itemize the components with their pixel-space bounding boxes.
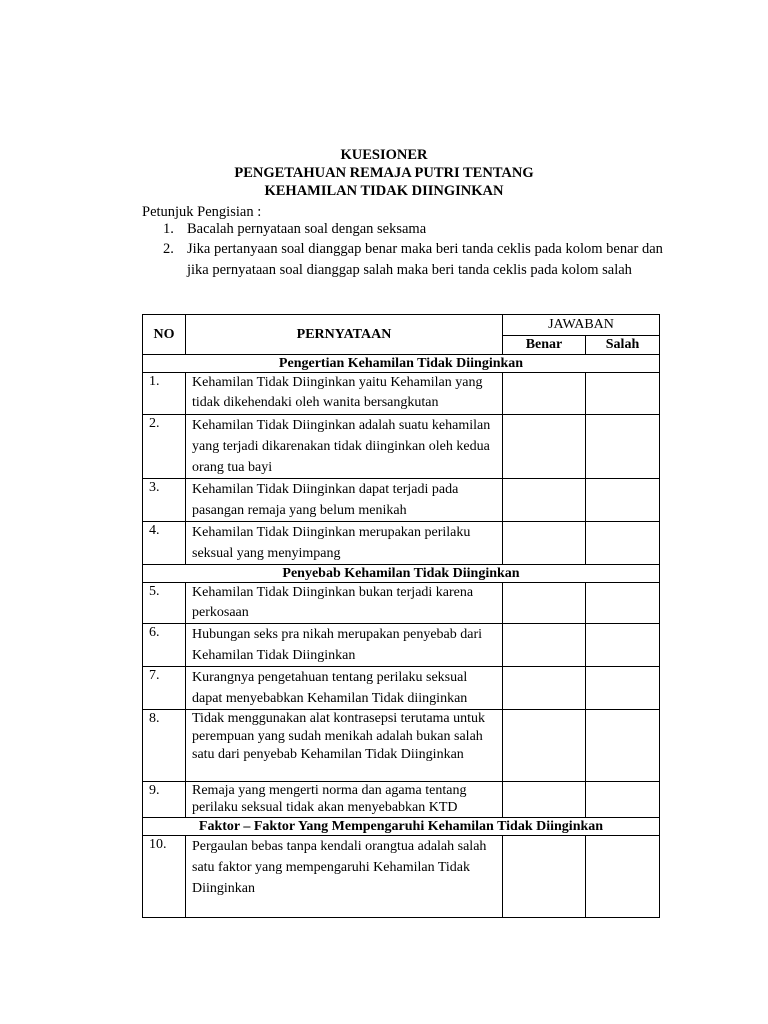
section-title: Faktor – Faktor Yang Mempengaruhi Kehamilan Tidak Diinginkan <box>143 818 660 836</box>
row-statement: Kehamilan Tidak Diinginkan dapat terjadi pada pasangan remaja yang belum menikah <box>186 479 503 522</box>
row-statement: Pergaulan bebas tanpa kendali orangtua adalah salah satu faktor yang mempengaruhi Kehamilan Tidak Diinginkan <box>186 836 503 918</box>
table-row <box>143 415 660 479</box>
answer-true-cell[interactable] <box>503 782 586 818</box>
answer-true-cell[interactable] <box>503 836 586 918</box>
row-number: 9. <box>143 782 186 818</box>
instruction-number: 2. <box>163 241 174 257</box>
row-statement: Remaja yang mengerti norma dan agama tentang perilaku seksual tidak akan menyebabkan KTD <box>186 782 503 818</box>
answer-false-cell[interactable] <box>586 667 660 710</box>
row-number: 6. <box>143 624 186 667</box>
table-row <box>143 710 660 782</box>
row-statement: Kehamilan Tidak Diinginkan merupakan perilaku seksual yang menyimpang <box>186 522 503 565</box>
row-number: 5. <box>143 583 186 624</box>
row-statement: Hubungan seks pra nikah merupakan penyebab dari Kehamilan Tidak Diinginkan <box>186 624 503 667</box>
row-number: 8. <box>143 710 186 782</box>
table-header-row <box>143 315 660 336</box>
row-statement: Tidak menggunakan alat kontrasepsi terutama untuk perempuan yang sudah menikah adalah bukan salah satu dari penyebab Kehamilan Tidak Diinginkan <box>186 710 503 782</box>
header-statement: PERNYATAAN <box>186 315 503 355</box>
row-statement: Kurangnya pengetahuan tentang perilaku seksual dapat menyebabkan Kehamilan Tidak diinginkan <box>186 667 503 710</box>
table-row <box>143 479 660 522</box>
row-statement: Kehamilan Tidak Diinginkan adalah suatu kehamilan yang terjadi dikarenakan tidak diinginkan oleh kedua orang tua bayi <box>186 415 503 479</box>
table-row <box>143 624 660 667</box>
questionnaire-table <box>142 314 660 918</box>
answer-true-cell[interactable] <box>503 373 586 415</box>
answer-true-cell[interactable] <box>503 415 586 479</box>
answer-false-cell[interactable] <box>586 479 660 522</box>
answer-true-cell[interactable] <box>503 522 586 565</box>
section-row <box>143 355 660 373</box>
header-true: Benar <box>503 336 586 355</box>
instruction-text: Jika pertanyaan soal dianggap benar maka beri tanda ceklis pada kolom benar dan jika pernyataan soal dianggap salah maka beri tanda ceklis pada kolom salah <box>187 241 663 278</box>
table-row <box>143 782 660 818</box>
answer-false-cell[interactable] <box>586 522 660 565</box>
row-statement: Kehamilan Tidak Diinginkan bukan terjadi karena perkosaan <box>186 583 503 624</box>
answer-false-cell[interactable] <box>586 415 660 479</box>
doc-title: KUESIONER <box>340 147 428 163</box>
doc-subtitle-2: KEHAMILAN TIDAK DIINGINKAN <box>264 183 504 199</box>
instruction-number: 1. <box>163 221 174 237</box>
row-number: 2. <box>143 415 186 479</box>
answer-true-cell[interactable] <box>503 667 586 710</box>
table-row <box>143 836 660 918</box>
section-title: Penyebab Kehamilan Tidak Diinginkan <box>143 565 660 583</box>
instruction-text: Bacalah pernyataan soal dengan seksama <box>187 221 427 237</box>
table-row <box>143 522 660 565</box>
answer-false-cell[interactable] <box>586 710 660 782</box>
row-number: 3. <box>143 479 186 522</box>
row-number: 7. <box>143 667 186 710</box>
table-row <box>143 583 660 624</box>
section-row <box>143 565 660 583</box>
answer-true-cell[interactable] <box>503 583 586 624</box>
answer-false-cell[interactable] <box>586 836 660 918</box>
row-number: 10. <box>143 836 186 918</box>
table-row <box>143 667 660 710</box>
section-row <box>143 818 660 836</box>
answer-true-cell[interactable] <box>503 710 586 782</box>
row-number: 1. <box>143 373 186 415</box>
table-row <box>143 373 660 415</box>
answer-false-cell[interactable] <box>586 624 660 667</box>
header-false: Salah <box>586 336 660 355</box>
answer-true-cell[interactable] <box>503 624 586 667</box>
instructions-label: Petunjuk Pengisian : <box>142 204 262 220</box>
header-answer: JAWABAN <box>503 315 660 336</box>
header-no: NO <box>143 315 186 355</box>
section-title: Pengertian Kehamilan Tidak Diinginkan <box>143 355 660 373</box>
answer-false-cell[interactable] <box>586 782 660 818</box>
answer-false-cell[interactable] <box>586 373 660 415</box>
row-number: 4. <box>143 522 186 565</box>
answer-true-cell[interactable] <box>503 479 586 522</box>
doc-subtitle-1: PENGETAHUAN REMAJA PUTRI TENTANG <box>234 165 534 181</box>
answer-false-cell[interactable] <box>586 583 660 624</box>
row-statement: Kehamilan Tidak Diinginkan yaitu Kehamilan yang tidak dikehendaki oleh wanita bersangkutan <box>186 373 503 415</box>
